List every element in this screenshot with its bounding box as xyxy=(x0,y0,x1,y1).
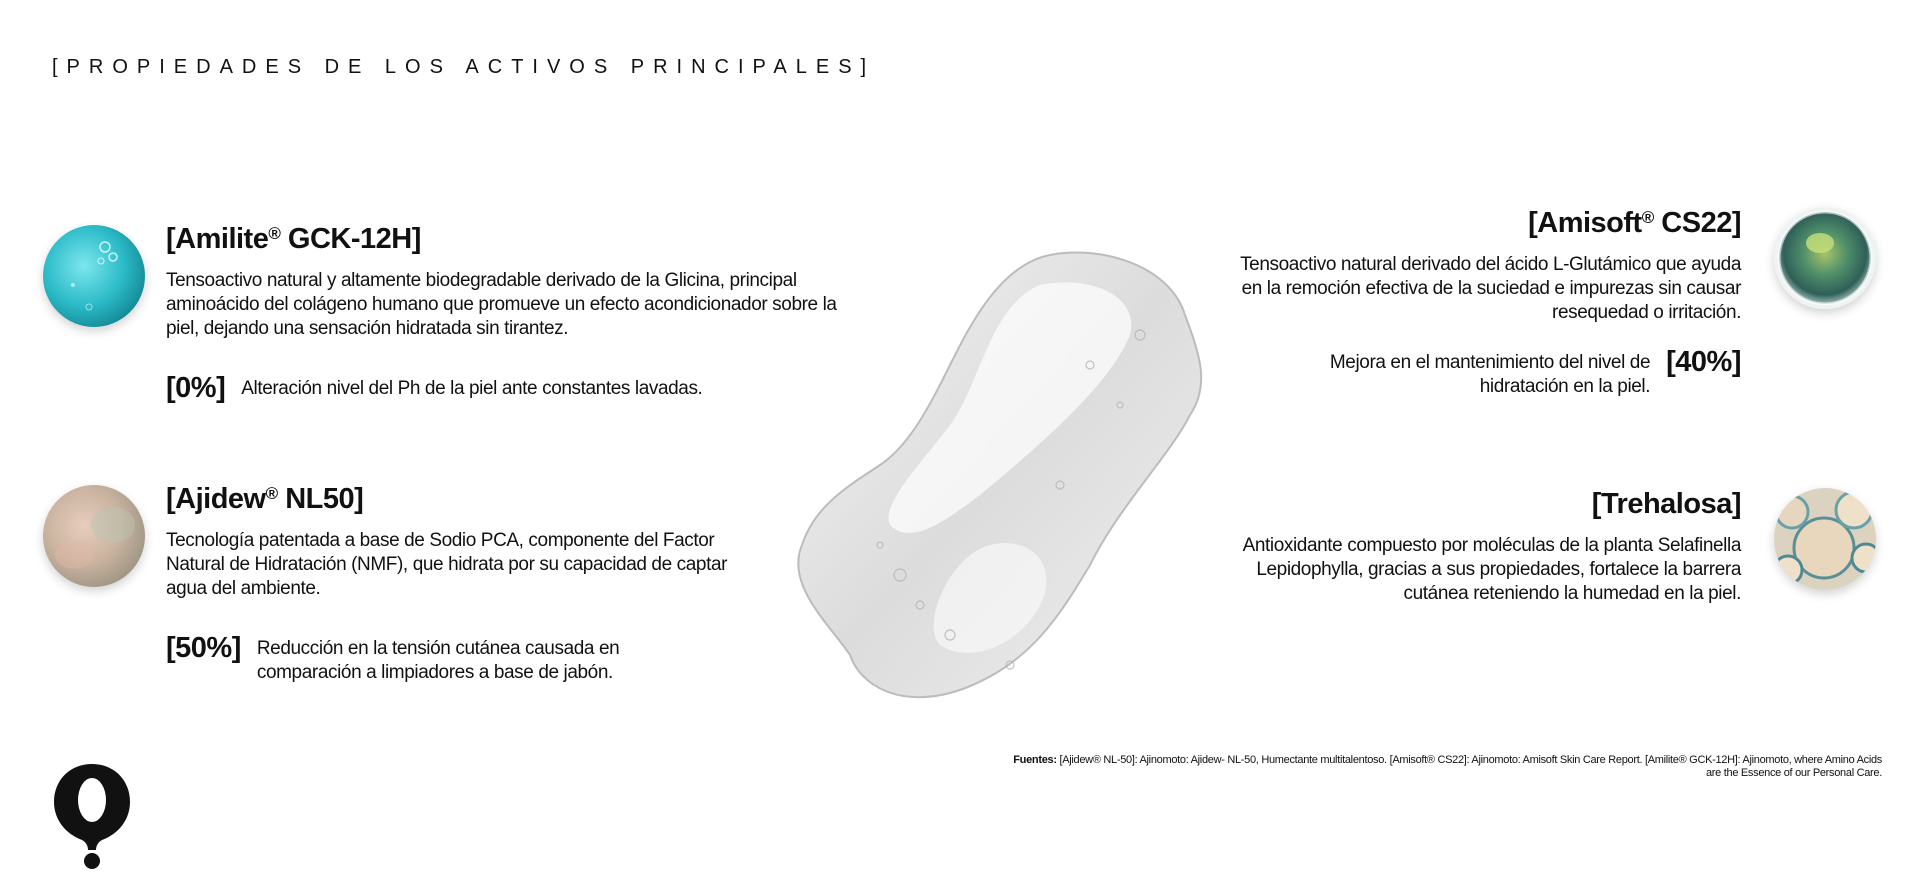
stat-value: [40%] xyxy=(1666,345,1741,378)
drop-logo-icon xyxy=(50,762,134,870)
gel-swatch-image xyxy=(790,245,1230,705)
ingredient-stat xyxy=(1215,345,1741,399)
stat-text: Mejora en el mantenimiento del nivel de hidratación en la piel. xyxy=(1329,351,1651,397)
ingredient-amisoft xyxy=(1215,206,1741,399)
ingredient-description: Antioxidante compuesto por moléculas de la planta Selafinella Lepidophylla, gracias a sus propiedades, fortalece la barrera cutánea reteniendo la humedad en la piel. xyxy=(1242,534,1741,604)
ingredient-ajidew xyxy=(166,482,766,685)
ingredient-stat xyxy=(166,631,766,685)
stat-value: [0%] xyxy=(166,371,226,404)
ingredient-title: [Amisoft® CS22] xyxy=(1528,207,1741,239)
page-title: [PROPIEDADES DE LOS ACTIVOS PRINCIPALES] xyxy=(52,56,876,78)
stat-text: Alteración nivel del Ph de la piel ante constantes lavadas. xyxy=(241,377,703,399)
stat-value: [50%] xyxy=(166,631,241,664)
oil-bubbles-icon xyxy=(1774,488,1876,590)
ingredient-stat xyxy=(166,371,866,406)
teal-bubble-icon xyxy=(43,225,145,327)
stat-text: Reducción en la tensión cutánea causada en comparación a limpiadores a base de jabón. xyxy=(256,637,620,683)
beige-bubble-icon xyxy=(43,485,145,587)
sources-footnote: Fuentes: [Ajidew® NL-50]: Ajinomoto: Ajidew- NL-50, Humectante multitalentoso. [Amisoft® CS22]: Ajinomoto: Amisoft Skin Care Report. [Amilite® GCK-12H]: Ajinomoto, where Amino Acids are the Essence of our Personal Care. xyxy=(1013,754,1882,779)
ingredient-title: [Trehalosa] xyxy=(1591,488,1741,520)
ingredient-amilite xyxy=(166,222,866,406)
ingredient-title: [Ajidew® NL50] xyxy=(166,483,364,515)
ingredient-description: Tensoactivo natural derivado del ácido L-Glutámico que ayuda en la remoción efectiva de la suciedad e impurezas sin causar resequedad o irritación. xyxy=(1240,253,1741,323)
ingredient-description: Tecnología patentada a base de Sodio PCA, componente del Factor Natural de Hidratación (NMF), que hidrata por su capacidad de captar agua del ambiente. xyxy=(166,529,728,599)
ingredient-description: Tensoactivo natural y altamente biodegradable derivado de la Glicina, principal aminoácido del colágeno humano que promueve un efecto acondicionador sobre la piel, dejando una sensación hidratada sin tirantez. xyxy=(166,269,837,339)
ingredient-title: [Amilite® GCK-12H] xyxy=(166,223,421,255)
ingredient-trehalosa xyxy=(1215,487,1741,606)
iridescent-bubble-icon xyxy=(1774,207,1876,309)
